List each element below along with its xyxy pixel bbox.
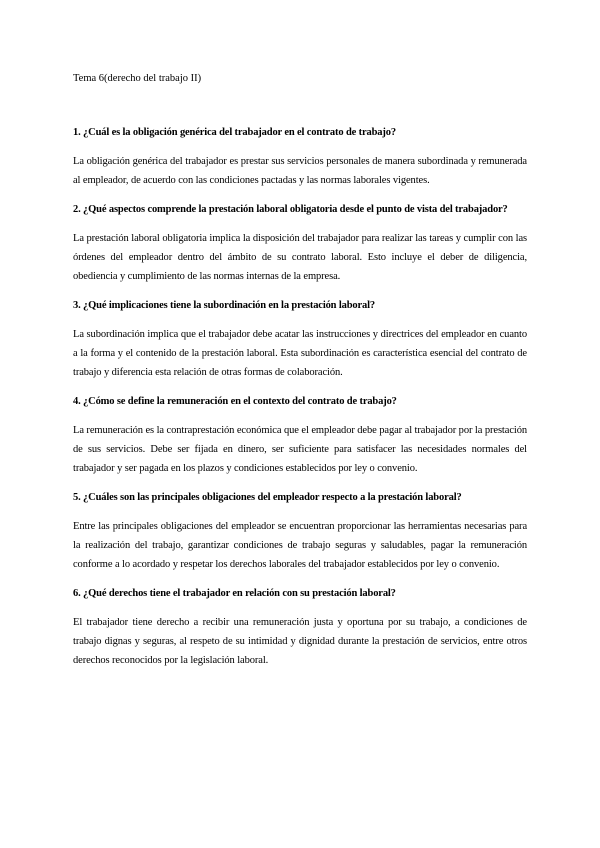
qa-section-6: [73, 584, 527, 670]
question-2: 2. ¿Qué aspectos comprende la prestación laboral obligatoria desde el punto de vista del trabajador?: [73, 204, 508, 215]
qa-section-1: [73, 123, 527, 190]
answer-2: La prestación laboral obligatoria implica la disposición del trabajador para realizar las tareas y cumplir con las órdenes del empleador dentro del ámbito de su contrato laboral. Esto incluye el deber de diligencia, obediencia y cumplimiento de las normas internas de la empresa.: [73, 233, 527, 282]
question-3: 3. ¿Qué implicaciones tiene la subordinación en la prestación laboral?: [73, 300, 375, 311]
qa-section-2: [73, 200, 527, 286]
answer-5: Entre las principales obligaciones del empleador se encuentran proporcionar las herramientas necesarias para la realización del trabajo, garantizar condiciones de trabajo seguras y saludables, pagar la remuneración conforme a lo acordado y respetar los derechos laborales del trabajador establecidos por ley o convenio.: [73, 521, 527, 570]
qa-section-3: [73, 296, 527, 382]
answer-6: El trabajador tiene derecho a recibir una remuneración justa y oportuna por su trabajo, a condiciones de trabajo dignas y seguras, al respeto de su intimidad y dignidad durante la prestación de servicios, entre otros derechos reconocidos por la legislación laboral.: [73, 617, 527, 666]
question-1: 1. ¿Cuál es la obligación genérica del trabajador en el contrato de trabajo?: [73, 127, 396, 138]
question-4: 4. ¿Cómo se define la remuneración en el contexto del contrato de trabajo?: [73, 396, 397, 407]
document-page: [73, 72, 527, 680]
qa-section-4: [73, 392, 527, 478]
question-6: 6. ¿Qué derechos tiene el trabajador en relación con su prestación laboral?: [73, 588, 396, 599]
document-title: Tema 6(derecho del trabajo II): [73, 73, 202, 84]
answer-4: La remuneración es la contraprestación económica que el empleador debe pagar al trabajador por la prestación de sus servicios. Debe ser fijada en dinero, ser suficiente para satisfacer las necesidades normales del trabajador y ser pagada en los plazos y condiciones establecidos por ley o convenio.: [73, 425, 527, 474]
answer-3: La subordinación implica que el trabajador debe acatar las instrucciones y directrices del empleador en cuanto a la forma y el contenido de la prestación laboral. Esta subordinación es característica esencial del contrato de trabajo y diferencia esta relación de otras formas de colaboración.: [73, 329, 527, 378]
question-5: 5. ¿Cuáles son las principales obligaciones del empleador respecto a la prestación laboral?: [73, 492, 462, 503]
qa-section-5: [73, 488, 527, 574]
answer-1: La obligación genérica del trabajador es prestar sus servicios personales de manera subordinada y remunerada al empleador, de acuerdo con las condiciones pactadas y las normas laborales vigentes.: [73, 156, 527, 186]
